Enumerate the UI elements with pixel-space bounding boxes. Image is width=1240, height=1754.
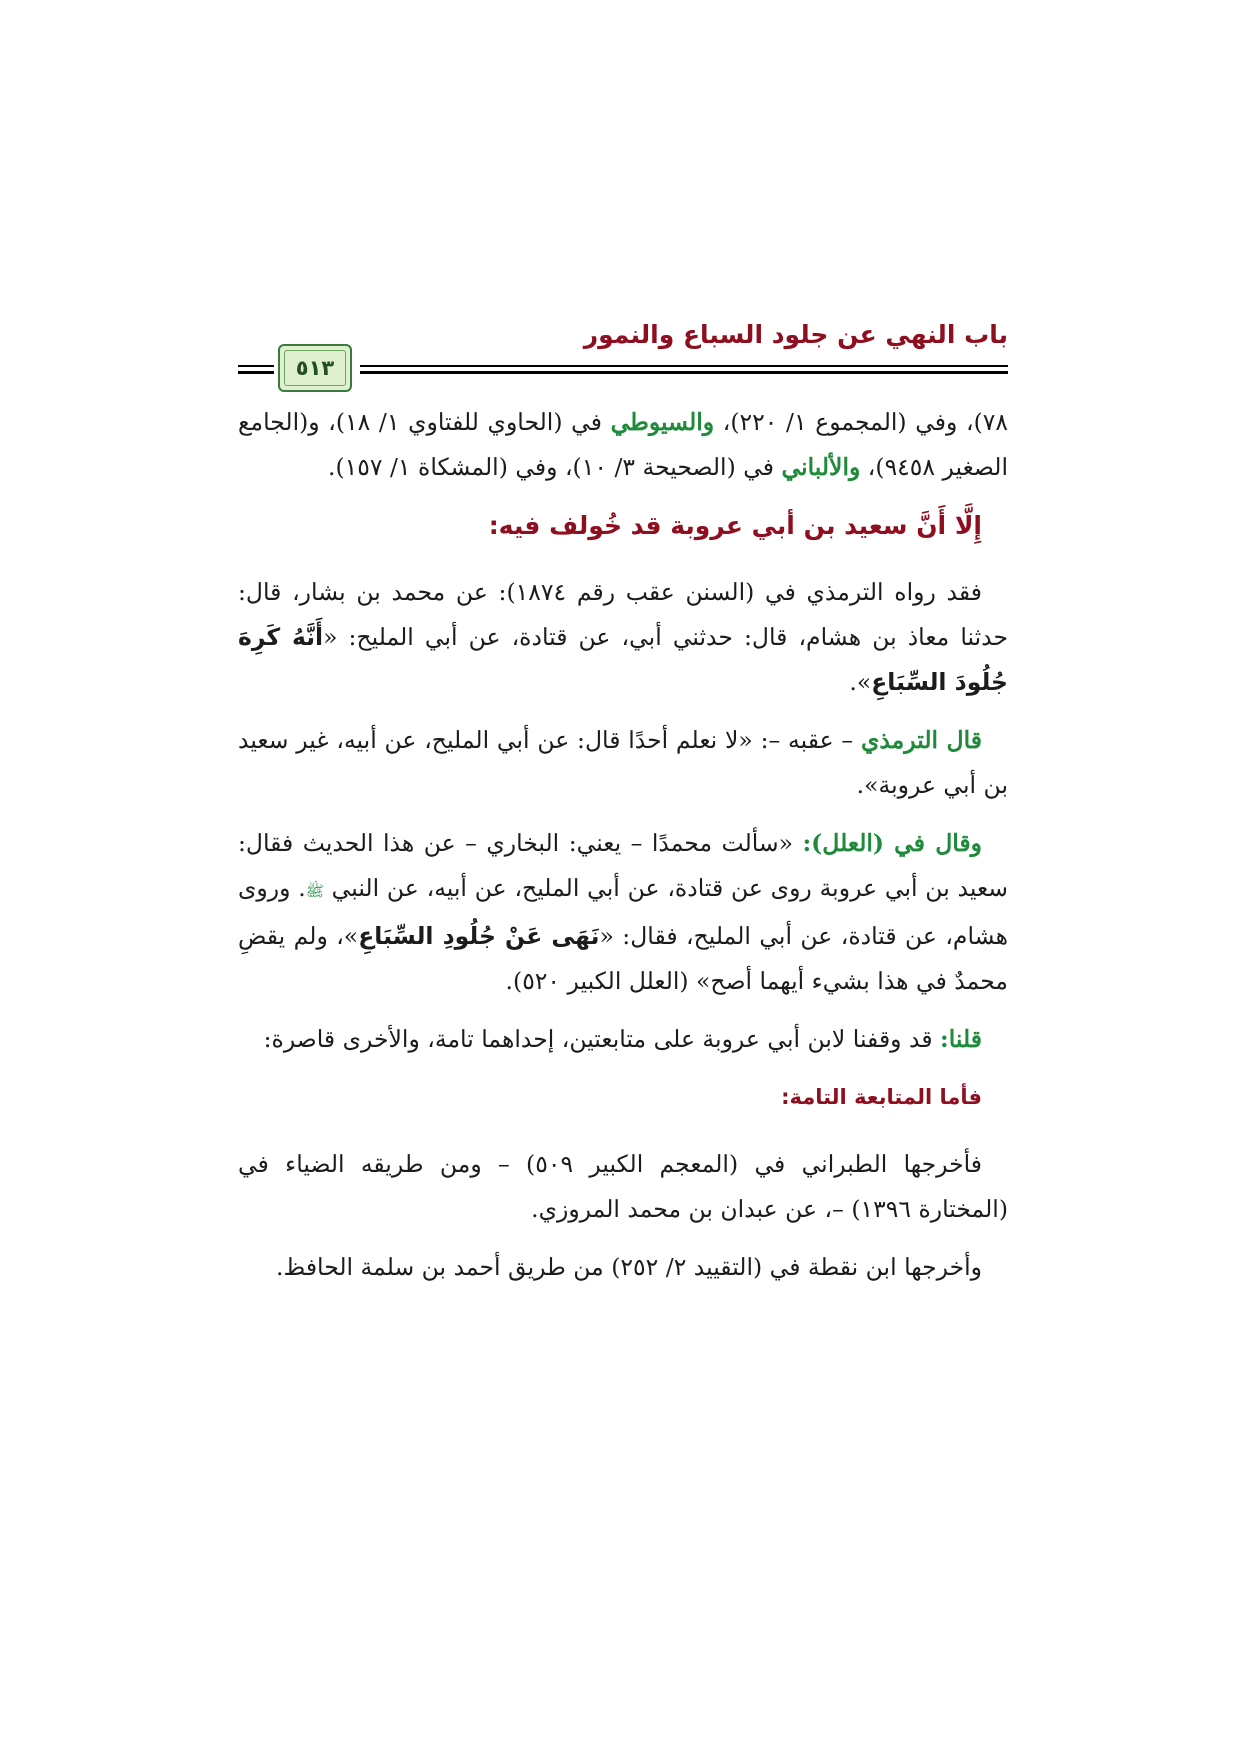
section-heading: إِلَّا أَنَّ سعيد بن أبي عروبة قد خُولف فيه: [488,511,982,540]
header-rule [238,365,274,367]
text-run: قد وقفنا لابن أبي عروبة على متابعتين، إحداهما تامة، والأخرى قاصرة: [263,1025,941,1053]
paragraph-tirmidhi-narration [238,570,1008,705]
document-body [238,400,1008,1303]
paragraph-ilal [238,821,1008,1004]
scholar-name: والسيوطي [610,408,715,436]
honorific-symbol: ﷺ [305,882,324,900]
paragraph-ibn-nuqta: وأخرجها ابن نقطة في (التقييد ٢/ ٢٥٢) من طريق أحمد بن سلمة الحافظ. [276,1253,982,1281]
paragraph-sources [238,400,1008,490]
page-header [238,310,1008,390]
text-run: فقد رواه الترمذي في (السنن عقب رقم ١٨٧٤): عن محمد بن بشار، قال: حدثنا معاذ بن هشام، قال: حدثني أبي، عن قتادة، عن أبي المليح: « [238,578,1008,651]
scholar-name: وقال في (العلل): [802,829,983,857]
page-number-badge [278,344,352,392]
scholar-name: قلنا: [940,1025,982,1053]
text-run: »، ولم يقضِ محمدٌ في هذا بشيء أيهما أصح» (العلل الكبير ٥٢٠). [238,922,1008,995]
header-rule [238,371,274,374]
text-run: – عقبه –: «لا نعلم أحدًا قال: عن أبي المليح، عن أبيه، غير سعيد بن أبي عروبة». [238,726,1008,799]
running-title: باب النهي عن جلود السباع والنمور [583,320,1008,349]
hadith-quote: نَهَى عَنْ جُلُودِ السِّبَاعِ [358,922,600,950]
text-run: . وروى هشام، عن قتادة، عن أبي المليح، فقال: « [238,874,1008,950]
paragraph-tirmidhi-comment [238,718,1008,808]
text-run: ٧٨)، وفي (المجموع ١/ ٢٢٠)، [714,408,1009,436]
paragraph-qulna [238,1017,1008,1062]
paragraph-tabarani: فأخرجها الطبراني في (المعجم الكبير ٥٠٩) – ومن طريقه الضياء في (المختارة ١٣٩٦) –، عن عبدان بن محمد المروزي. [238,1150,1008,1223]
text-run: «سألت محمدًا – يعني: البخاري – عن هذا الحديث فقال: سعيد بن أبي عروبة روى عن قتادة، عن أبي المليح، عن أبيه، عن النبي [238,829,1008,902]
header-rule [360,371,1008,374]
text-run: في (الحاوي للفتاوي ١/ ١٨)، و(الجامع الصغير ٩٤٥٨)، [238,408,1008,481]
section-heading: فأما المتابعة التامة: [781,1085,982,1109]
header-rule [360,365,1008,367]
page-number: ٥١٣ [295,356,335,380]
scholar-name: قال الترمذي [860,726,982,754]
text-run: ». [849,668,872,696]
text-run: في (الصحيحة ٣/ ١٠)، وفي (المشكاة ١/ ١٥٧). [328,453,782,481]
hadith-quote: أَنَّهُ كَرِهَ جُلُودَ السِّبَاعِ [238,623,1008,696]
scholar-name: والألباني [781,453,861,481]
